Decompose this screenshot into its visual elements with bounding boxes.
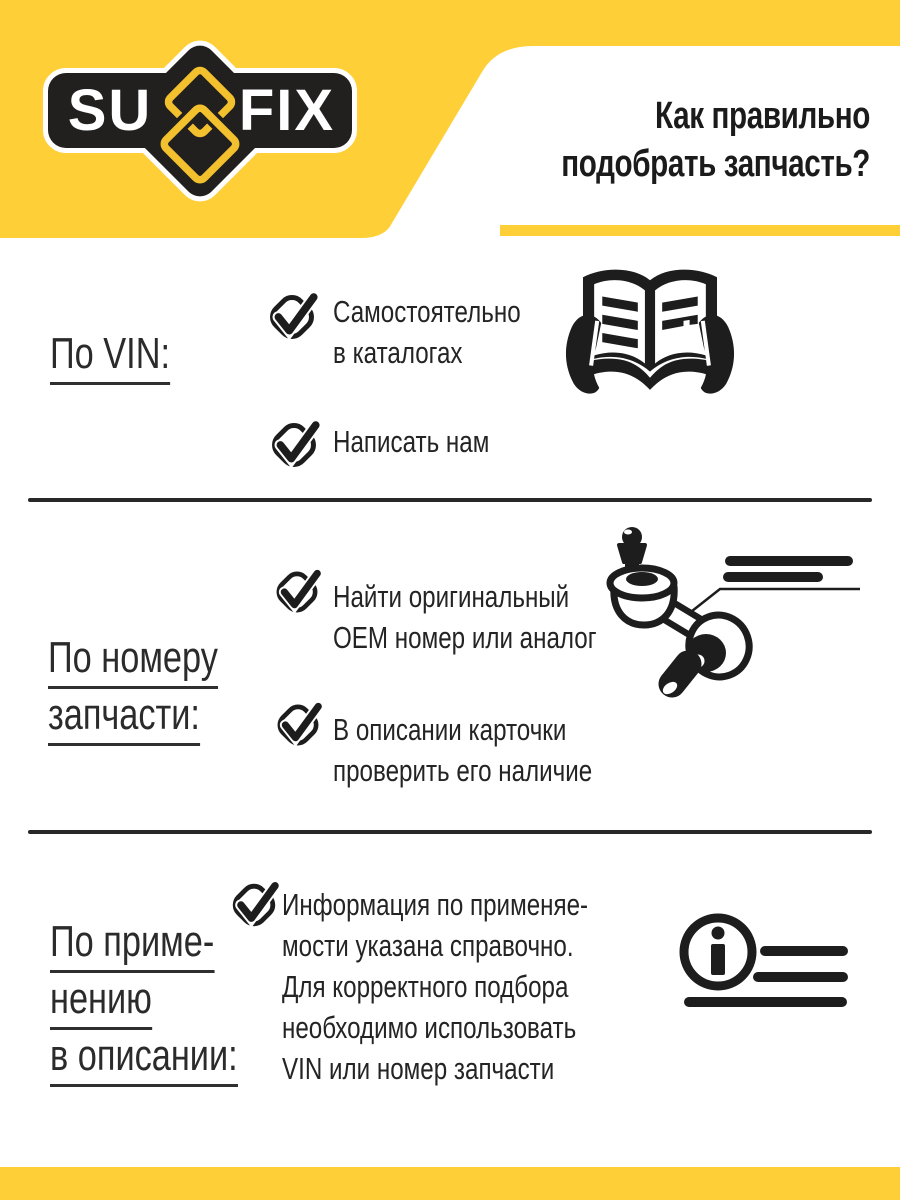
checklist-line: Информация по применяе- — [282, 887, 589, 922]
checklist-line: Для корректного подбора — [282, 969, 569, 1004]
section-divider — [28, 498, 872, 502]
book-in-hands-icon — [561, 264, 739, 396]
checklist-line: В описании карточки — [333, 712, 567, 747]
checklist-line: Написать нам — [333, 424, 490, 459]
section-divider — [28, 830, 872, 834]
page-title-line1: Как правильно — [655, 95, 870, 137]
logo-text-fix: FIX — [238, 78, 336, 143]
checklist-item — [333, 291, 574, 373]
info-icon — [678, 912, 853, 1012]
checklist-line: Найти оригинальный — [333, 579, 570, 614]
checklist-item — [282, 884, 674, 1089]
checkbox-icon — [226, 877, 282, 933]
section-label-line: запчасти: — [48, 689, 200, 746]
checklist-line: OEM номер или аналог — [333, 620, 597, 655]
checklist-line: мости указана справочно. — [282, 928, 574, 963]
logo-text-su: SU — [67, 78, 153, 143]
sufix-logo — [30, 30, 370, 230]
stabilizer-link-icon — [592, 512, 892, 717]
section-label-line: нению — [50, 973, 152, 1030]
section-label-line: в описании: — [50, 1030, 238, 1087]
section-label-line: По приме- — [50, 916, 214, 973]
section-label-line: По номеру — [48, 632, 218, 689]
checklist-line: необходимо использовать — [282, 1010, 577, 1045]
page-title-line2: подобрать запчасть? — [561, 143, 870, 185]
checklist-item — [333, 709, 665, 791]
checklist-line: Самостоятельно — [333, 294, 521, 329]
page-title — [350, 92, 870, 188]
checkbox-icon — [263, 288, 321, 346]
checklist-line: проверить его наличие — [333, 753, 593, 788]
section-label-part-number — [48, 632, 266, 746]
checklist-line: VIN или номер запчасти — [282, 1051, 555, 1086]
checkbox-icon — [265, 416, 323, 474]
checklist-line: в каталогах — [333, 335, 463, 370]
title-underline-bar — [500, 225, 900, 236]
section-label-application — [50, 916, 291, 1087]
checklist-item — [333, 421, 533, 462]
checkbox-icon — [271, 698, 325, 752]
checkbox-icon — [270, 565, 324, 619]
section-label-line: По VIN: — [50, 328, 170, 385]
bottom-yellow-bar — [0, 1167, 900, 1200]
section-label-vin — [50, 328, 204, 385]
